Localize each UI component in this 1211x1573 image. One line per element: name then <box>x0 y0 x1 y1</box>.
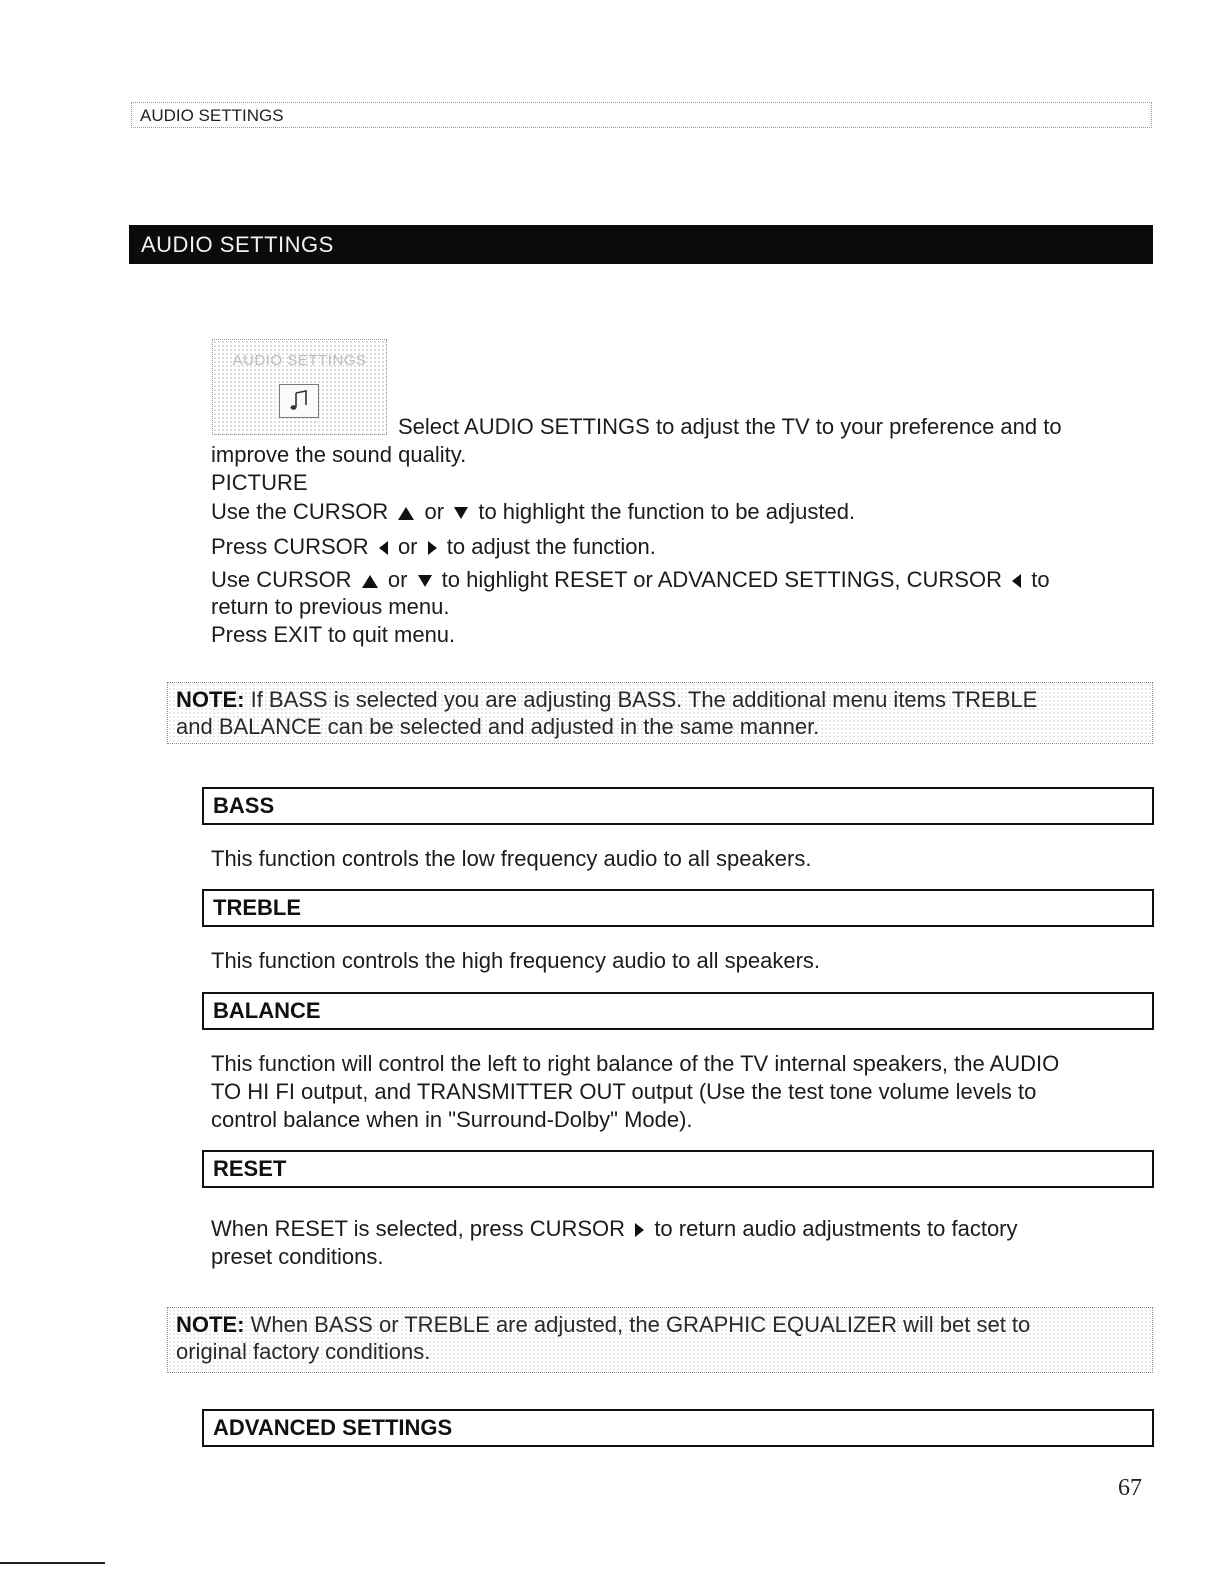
footer-rule <box>0 1562 105 1564</box>
menu-icon-label: AUDIO SETTINGS <box>232 352 367 369</box>
note-2-text-1: When BASS or TREBLE are adjusted, the GRAPHIC EQUALIZER will bet set to <box>250 1312 1031 1337</box>
instruction-2 <box>211 533 1151 561</box>
reset-line-1 <box>211 1215 1151 1243</box>
cursor-right-icon <box>428 541 437 555</box>
balance-line-1: This function will control the left to right balance of the TV internal speakers, the AUDIO <box>211 1051 1060 1076</box>
instruction-4: Press EXIT to quit menu. <box>211 622 456 647</box>
balance-line-2: TO HI FI output, and TRANSMITTER OUT output (Use the test tone volume levels to <box>211 1079 1037 1104</box>
reset-line-1-end: to return audio adjustments to factory <box>654 1216 1018 1241</box>
intro-line-1: Select AUDIO SETTINGS to adjust the TV to your preference and to <box>398 414 1062 439</box>
instruction-1 <box>211 498 1151 526</box>
bass-description: This function controls the low frequency audio to all speakers. <box>211 846 812 871</box>
note-1-line-1 <box>176 686 1144 713</box>
note-2-line-1 <box>176 1311 1144 1338</box>
intro-line-3: PICTURE <box>211 470 308 495</box>
instruction-2-start: Press CURSOR <box>211 534 369 559</box>
instruction-3-start: Use CURSOR <box>211 567 352 592</box>
heading-reset: RESET <box>202 1150 1154 1188</box>
note-1-text-1: If BASS is selected you are adjusting BASS. The additional menu items TREBLE <box>250 687 1038 712</box>
note-2-line-2: original factory conditions. <box>176 1339 431 1364</box>
cursor-left-icon <box>1012 574 1021 588</box>
note-1-label: NOTE: <box>176 687 245 712</box>
cursor-up-icon <box>398 507 414 520</box>
balance-line-3: control balance when in "Surround-Dolby" Mode). <box>211 1107 693 1132</box>
instruction-1-start: Use the CURSOR <box>211 499 389 524</box>
instruction-1-end: to highlight the function to be adjusted. <box>478 499 856 524</box>
music-note-icon <box>279 384 319 418</box>
reset-line-1-start: When RESET is selected, press CURSOR <box>211 1216 626 1241</box>
heading-advanced-settings: ADVANCED SETTINGS <box>202 1409 1154 1447</box>
running-header: AUDIO SETTINGS <box>131 102 1152 128</box>
reset-line-2: preset conditions. <box>211 1244 384 1269</box>
instruction-3-to: to <box>1031 567 1050 592</box>
cursor-down-icon <box>454 507 468 519</box>
intro-line-2: improve the sound quality. <box>211 442 467 467</box>
instruction-3-continued: return to previous menu. <box>211 594 450 619</box>
audio-settings-menu-icon <box>212 339 387 435</box>
note-2-label: NOTE: <box>176 1312 245 1337</box>
instruction-1-or: or <box>424 499 445 524</box>
cursor-up-icon <box>362 575 378 588</box>
note-box-2 <box>167 1307 1153 1373</box>
heading-treble: TREBLE <box>202 889 1154 927</box>
section-title-bar: AUDIO SETTINGS <box>129 225 1153 264</box>
heading-bass: BASS <box>202 787 1154 825</box>
instruction-2-end: to adjust the function. <box>446 534 656 559</box>
treble-description: This function controls the high frequency audio to all speakers. <box>211 948 821 973</box>
instruction-3-or: or <box>387 567 408 592</box>
note-box-1 <box>167 682 1153 744</box>
page-number: 67 <box>1118 1475 1142 1501</box>
instruction-3-middle: to highlight RESET or ADVANCED SETTINGS, CURSOR <box>441 567 1002 592</box>
cursor-down-icon <box>418 575 432 587</box>
cursor-right-icon <box>635 1223 644 1237</box>
instruction-3 <box>211 566 1151 594</box>
instruction-2-or: or <box>397 534 418 559</box>
note-1-line-2: and BALANCE can be selected and adjusted in the same manner. <box>176 714 820 739</box>
cursor-left-icon <box>379 541 388 555</box>
heading-balance: BALANCE <box>202 992 1154 1030</box>
